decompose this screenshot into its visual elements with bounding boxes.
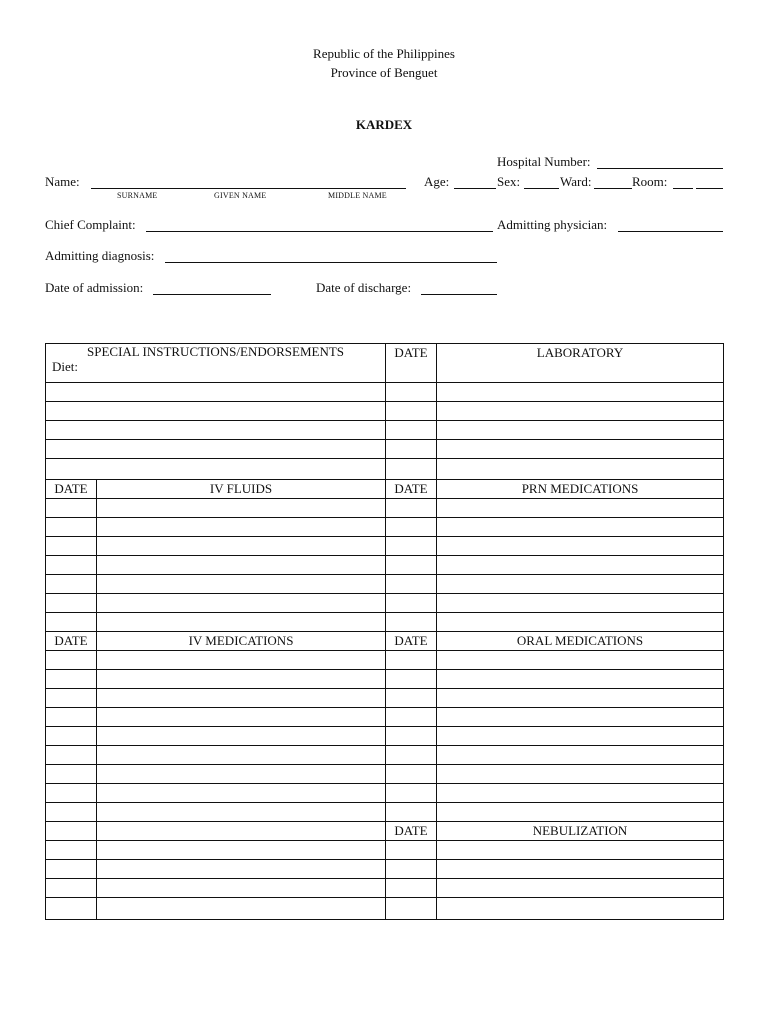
table-row: [46, 784, 724, 803]
date-header: DATE: [386, 344, 437, 383]
cell[interactable]: [46, 575, 97, 594]
cell[interactable]: [386, 860, 437, 879]
cell[interactable]: [437, 727, 724, 746]
cell[interactable]: [97, 746, 386, 765]
cell[interactable]: [386, 879, 437, 898]
cell[interactable]: [97, 499, 386, 518]
chief-complaint-label: Chief Complaint:: [45, 217, 136, 232]
cell[interactable]: [437, 860, 724, 879]
special-instructions-label: SPECIAL INSTRUCTIONS/ENDORSEMENTS: [87, 344, 345, 359]
cell[interactable]: [46, 898, 97, 920]
header-line-republic: Republic of the Philippines: [313, 46, 455, 61]
cell[interactable]: [386, 727, 437, 746]
cell[interactable]: [97, 727, 386, 746]
cell[interactable]: [46, 765, 97, 784]
iv-medications-header: IV MEDICATIONS: [97, 632, 386, 651]
cell[interactable]: [97, 879, 386, 898]
cell[interactable]: [437, 784, 724, 803]
cell[interactable]: [437, 613, 724, 632]
hospital-number-label: Hospital Number:: [497, 154, 591, 169]
cell[interactable]: [46, 613, 97, 632]
sex-field[interactable]: [524, 188, 559, 189]
cell[interactable]: [46, 727, 97, 746]
cell[interactable]: [46, 383, 386, 402]
nebulization-header: NEBULIZATION: [437, 822, 724, 841]
table-row: [46, 575, 724, 594]
room-label: Room:: [632, 174, 668, 189]
cell[interactable]: [46, 651, 97, 670]
section-header-row: [46, 632, 724, 651]
admitting-physician-field[interactable]: [618, 231, 723, 232]
cell[interactable]: [437, 440, 724, 459]
table-row: [46, 898, 724, 920]
table-row: [46, 765, 724, 784]
cell[interactable]: [437, 670, 724, 689]
cell[interactable]: [46, 670, 97, 689]
cell[interactable]: [46, 402, 386, 421]
table-row: [46, 708, 724, 727]
table-row: [46, 402, 724, 421]
table-row: [46, 459, 724, 480]
cell[interactable]: [97, 765, 386, 784]
table-row: [46, 594, 724, 613]
ward-field[interactable]: [594, 188, 632, 189]
cell[interactable]: [46, 708, 97, 727]
date-header: DATE: [386, 632, 437, 651]
cell[interactable]: [386, 841, 437, 860]
section-header-row: [46, 480, 724, 499]
cell[interactable]: [386, 402, 437, 421]
cell[interactable]: [386, 670, 437, 689]
cell[interactable]: [46, 841, 97, 860]
cell[interactable]: [46, 556, 97, 575]
table-row: [46, 879, 724, 898]
cell[interactable]: [386, 518, 437, 537]
cell[interactable]: [97, 537, 386, 556]
cell[interactable]: [97, 613, 386, 632]
page-title: KARDEX: [355, 117, 413, 132]
oral-medications-header: ORAL MEDICATIONS: [437, 632, 724, 651]
cell[interactable]: [386, 613, 437, 632]
date-of-discharge-field[interactable]: [421, 294, 497, 295]
table-row: [46, 689, 724, 708]
cell[interactable]: [97, 556, 386, 575]
cell[interactable]: [386, 499, 437, 518]
cell[interactable]: [386, 594, 437, 613]
cell[interactable]: [386, 421, 437, 440]
cell[interactable]: [46, 860, 97, 879]
cell[interactable]: [46, 537, 97, 556]
cell[interactable]: [437, 651, 724, 670]
diet-label: Diet:: [52, 359, 78, 374]
cell[interactable]: [437, 803, 724, 822]
cell[interactable]: [437, 898, 724, 920]
cell[interactable]: [97, 784, 386, 803]
cell[interactable]: [97, 841, 386, 860]
cell[interactable]: [437, 537, 724, 556]
name-field[interactable]: [91, 188, 406, 189]
table-row: [46, 651, 724, 670]
cell[interactable]: [437, 708, 724, 727]
room-field-a[interactable]: [673, 188, 693, 189]
table-row: [46, 440, 724, 459]
age-field[interactable]: [454, 188, 496, 189]
cell[interactable]: [437, 765, 724, 784]
sex-label: Sex:: [497, 174, 521, 189]
cell[interactable]: [437, 383, 724, 402]
cell[interactable]: [437, 841, 724, 860]
cell[interactable]: [437, 499, 724, 518]
cell[interactable]: [386, 708, 437, 727]
cell[interactable]: [97, 670, 386, 689]
cell[interactable]: [46, 518, 97, 537]
admitting-physician-label: Admitting physician:: [497, 217, 608, 232]
cell[interactable]: [386, 784, 437, 803]
cell[interactable]: [437, 556, 724, 575]
middle-name-caption: MIDDLE NAME: [328, 191, 387, 200]
cell[interactable]: [437, 518, 724, 537]
date-header: DATE: [386, 822, 437, 841]
cell[interactable]: [437, 746, 724, 765]
cell[interactable]: [437, 594, 724, 613]
cell[interactable]: [46, 499, 97, 518]
date-header: DATE: [386, 480, 437, 499]
cell[interactable]: [386, 575, 437, 594]
cell[interactable]: [97, 860, 386, 879]
cell[interactable]: [437, 402, 724, 421]
table-row: [46, 803, 724, 822]
cell[interactable]: [386, 556, 437, 575]
table-row: [46, 383, 724, 402]
table-row: [46, 613, 724, 632]
cell[interactable]: [97, 689, 386, 708]
cell[interactable]: [46, 803, 97, 822]
room-field-b[interactable]: [696, 188, 723, 189]
table-row: [46, 727, 724, 746]
cell[interactable]: [386, 651, 437, 670]
cell[interactable]: [46, 784, 97, 803]
cell[interactable]: [97, 594, 386, 613]
table-row: [46, 518, 724, 537]
cell[interactable]: [97, 898, 386, 920]
cell[interactable]: [386, 898, 437, 920]
chief-complaint-field[interactable]: [146, 231, 493, 232]
cell[interactable]: [46, 594, 97, 613]
cell[interactable]: [386, 383, 437, 402]
cell[interactable]: [46, 689, 97, 708]
cell[interactable]: [437, 879, 724, 898]
cell[interactable]: [97, 518, 386, 537]
cell[interactable]: [97, 803, 386, 822]
date-of-admission-label: Date of admission:: [45, 280, 144, 295]
special-instructions-header: [46, 344, 386, 383]
ward-label: Ward:: [560, 174, 592, 189]
table-row: [46, 537, 724, 556]
table-row: [46, 421, 724, 440]
iv-fluids-header: IV FLUIDS: [97, 480, 386, 499]
cell[interactable]: [46, 879, 97, 898]
cell[interactable]: [437, 575, 724, 594]
date-header: DATE: [46, 480, 97, 499]
cell[interactable]: [386, 537, 437, 556]
age-label: Age:: [424, 174, 450, 189]
cell[interactable]: [46, 822, 97, 841]
cell[interactable]: [386, 440, 437, 459]
date-header: DATE: [46, 632, 97, 651]
admitting-diagnosis-label: Admitting diagnosis:: [45, 248, 155, 263]
table-row: [46, 499, 724, 518]
kardex-table: [45, 343, 724, 920]
date-of-admission-field[interactable]: [153, 294, 271, 295]
cell[interactable]: [97, 708, 386, 727]
table-row: [46, 860, 724, 879]
cell[interactable]: [386, 746, 437, 765]
cell[interactable]: [437, 689, 724, 708]
cell[interactable]: [437, 459, 724, 480]
date-of-discharge-label: Date of discharge:: [316, 280, 412, 295]
cell[interactable]: [46, 746, 97, 765]
section-header-row: [46, 344, 724, 383]
cell[interactable]: [46, 459, 386, 480]
surname-caption: SURNAME: [117, 191, 158, 200]
cell[interactable]: [97, 822, 386, 841]
cell[interactable]: [386, 459, 437, 480]
cell[interactable]: [437, 421, 724, 440]
admitting-diagnosis-field[interactable]: [165, 262, 497, 263]
cell[interactable]: [386, 765, 437, 784]
cell[interactable]: [97, 575, 386, 594]
section-header-row: [46, 822, 724, 841]
table-row: [46, 556, 724, 575]
given-name-caption: GIVEN NAME: [214, 191, 267, 200]
cell[interactable]: [386, 689, 437, 708]
table-row: [46, 841, 724, 860]
hospital-number-field[interactable]: [597, 168, 723, 169]
prn-medications-header: PRN MEDICATIONS: [437, 480, 724, 499]
cell[interactable]: [46, 421, 386, 440]
name-label: Name:: [45, 174, 80, 189]
cell[interactable]: [46, 440, 386, 459]
cell[interactable]: [97, 651, 386, 670]
table-row: [46, 670, 724, 689]
header-line-province: Province of Benguet: [330, 65, 438, 80]
laboratory-header: LABORATORY: [437, 344, 724, 383]
cell[interactable]: [386, 803, 437, 822]
table-row: [46, 746, 724, 765]
